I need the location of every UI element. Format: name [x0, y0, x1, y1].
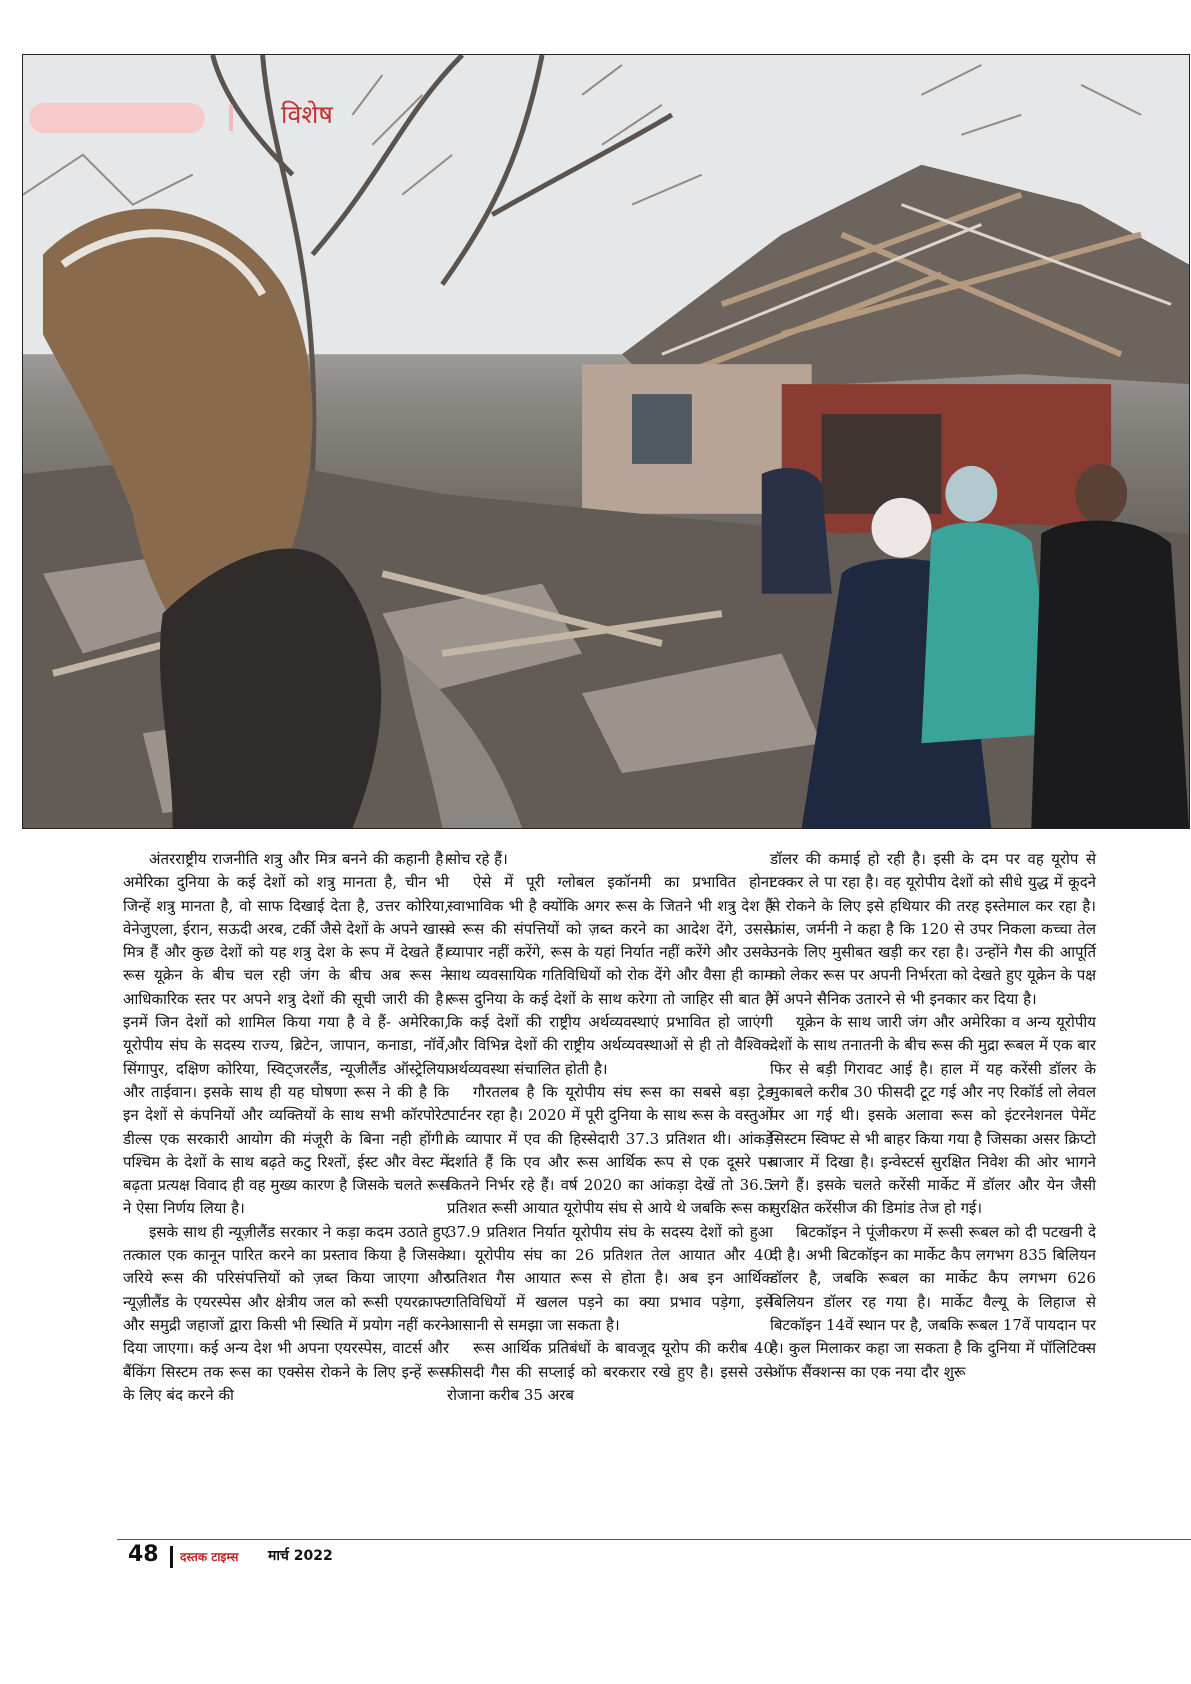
magazine-brand: दस्तक टाइम्स — [180, 1550, 239, 1564]
paragraph: गौरतलब है कि यूरोपीय संघ रूस का सबसे बड़ा ट्रेड पार्टनर रहा है। 2020 में पूरी दुनिया के साथ रूस के वस्तुओं के व्यापार में एव की हिस्सेदारी 37.3 प्रतिशत थी। आंकड़े दर्शाते हैं कि एव और रूस आर्थिक रूप से एक दूसरे पर कितने निर्भर रहे हैं। वर्ष 2020 का आंकड़ा देखें तो 36.5 प्रतिशत रूसी आयात यूरोपीय संघ से आये थे जबकि रूस का 37.9 प्रतिशत निर्यात यूरोपीय संघ के सदस्य देशों को हुआ था। यूरोपीय संघ का 26 प्रतिशत तेल आयात और 40 प्रतिशत गैस आयात रूस से होता है। अब इन आर्थिक गतिविधियों में खलल पड़ने का क्या प्रभाव पड़ेगा, इसे आसानी से समझा जा सकता है। — [447, 1082, 773, 1334]
paragraph: रूस आर्थिक प्रतिबंधों के बावजूद यूरोप की करीब 40 फीसदी गैस की सप्लाई को बरकरार रखे हुए है। इससे उसे रोजाना करीब 35 अरब — [447, 1339, 773, 1404]
section-label: विशेष — [281, 100, 333, 129]
article-column-3 — [770, 848, 1096, 1384]
lead-photo — [22, 54, 1190, 829]
paragraph: इसके साथ ही न्यूज़ीलैंड सरकार ने कड़ा कदम उठाते हुए तत्काल एक कानून पारित करने का प्रस्ताव किया है जिसके जरिये रूस की परिसंपत्तियों को ज़ब्त किया जाएगा और न्यूज़ीलैंड के एयरस्पेस और क्षेत्रीय जल को रूसी एयरक्राफ्ट और समुद्री जहाजों द्वारा किसी भी स्थिति में प्रयोग नहीं करने दिया जाएगा। कई अन्य देश भी अपना एयरस्पेस, वाटर्स और बैंकिंग सिस्टम तक रूस का एक्सेस रोकने के लिए इन्हें रूस के लिए बंद करने की — [123, 1222, 449, 1404]
footer-divider — [170, 1546, 173, 1568]
paragraph: बिटकॉइन ने पूंजीकरण में रूसी रूबल को दी पटखनी दे दी है। अभी बिटकॉइन का मार्केट कैप लगभग 835 बिलियन डॉलर है, जबकि रूबल का मार्केट कैप लगभग 626 बिलियन डॉलर रह गया है। मार्केट वैल्यू के लिहाज से बिटकॉइन 14वें स्थान पर है, जबकि रूबल 17वें पायदान पर है। कुल मिलाकर कहा जा सकता है कि दुनिया में पॉलिटिक्स ऑफ सैंक्शन्स का एक नया दौर शुरू — [770, 1222, 1096, 1381]
paragraph: ऐसे में पूरी ग्लोबल इकॉनमी का प्रभावित होना स्वाभाविक भी है क्योंकि अगर रूस के जितने भी शत्रु देश हैं वे रूस की संपत्तियों को ज़ब्त करने का आदेश देंगे, उससे व्यापार नहीं करेंगे, रूस के यहां निर्यात नहीं करेंगे और उसके साथ व्यवसायिक गतिविधियों को रोक देंगे और वैसा ही काम रूस दुनिया के कई देशों के साथ करेगा तो जाहिर सी बात है कि कई देशों की राष्ट्रीय अर्थव्यवस्थाएं प्रभावित हो जाएंगी और विभिन्न देशों की राष्ट्रीय अर्थव्यवस्थाओं से ही तो वैश्विक अर्थव्यवस्था संचालित होती है। — [447, 873, 773, 1078]
paragraph: डॉलर की कमाई हो रही है। इसी के दम पर वह यूरोप से टक्कर ले पा रहा है। वह यूरोपीय देशों को सीधे युद्ध में कूदने से रोकने के लिए इसे हथियार की तरह इस्तेमाल कर रहा है। फ्रांस, जर्मनी ने कहा है कि 120 से उपर निकला कच्चा तेल उनके लिए मुसीबत खड़ी कर रहा है। उन्होंने गैस की आपूर्ति को लेकर रूस पर अपनी निर्भरता को देखते हुए यूक्रेन के पक्ष में अपने सैनिक उतारने से भी इनकार कर दिया है। — [770, 850, 1096, 1008]
paragraph: यूक्रेन के साथ जारी जंग और अमेरिका व अन्य यूरोपीय देशों के साथ तनातनी के बीच रूस की मुद्रा रूबल में एक बार फिर से बड़ी गिरावट आई है। हाल में यह करेंसी डॉलर के मुकाबले करीब 30 फीसदी टूट गई और नए रिकॉर्ड लो लेवल पर आ गई थी। इसके अलावा रूस को इंटरनेशनल पेमेंट सिस्टम स्विफ्ट से भी बाहर किया गया है जिसका असर क्रिप्टो बाजार में दिखा है। इन्वेस्टर्स सुरक्षित निवेश की ओर भागने लगे हैं। इसके चलते करेंसी मार्केट में डॉलर और येन जैसी सुरक्षित करेंसीज की डिमांड तेज हो गई। — [770, 1013, 1096, 1218]
footer-rule — [117, 1539, 1191, 1540]
section-pill — [29, 103, 205, 133]
section-divider — [229, 105, 233, 131]
article-column-1 — [123, 848, 449, 1407]
article-column-2 — [447, 848, 773, 1407]
paragraph: अंतरराष्ट्रीय राजनीति शत्रु और मित्र बनने की कहानी है। अमेरिका दुनिया के कई देशों को शत्रु मानता है, चीन भी जिन्हें शत्रु मानता है, वो साफ दिखाई देता है, उत्तर कोरिया, वेनेजुएला, ईरान, सऊदी अरब, टर्की जैसे देशों के अपने खास मित्र हैं और कुछ देशों को यह शत्रु देश के रूप में देखते हैं। रूस यूक्रेन के बीच चल रही जंग के बीच अब रूस ने आधिकारिक स्तर पर अपने शत्रु देशों की सूची जारी की है। इनमें जिन देशों को शामिल किया गया है वे हैं- अमेरिका, यूरोपीय संघ के सदस्य राज्य, ब्रिटेन, जापान, कनाडा, नॉर्वे, सिंगापुर, दक्षिण कोरिया, स्विट्जरलैंड, न्यूजीलैंड ऑस्ट्रेलिया और ताईवान। इसके साथ ही यह घोषणा रूस ने की है कि इन देशों से कंपनियों और व्यक्तियों के साथ सभी कॉरपोरेट डील्स एक सरकारी आयोग की मंजूरी के बिना नही होंगी। पश्चिम के देशों के साथ बढ़ते कटु रिश्तों, ईस्ट और वेस्ट में बढ़ता प्रत्यक्ष विवाद ही वह मुख्य कारण है जिसके चलते रूस ने ऐसा निर्णय लिया है। — [123, 850, 449, 1218]
issue-date: मार्च 2022 — [268, 1548, 333, 1564]
paragraph: सोच रहे हैं। — [447, 850, 508, 868]
war-rubble-photo-icon — [23, 55, 1189, 828]
page-number: 48 — [128, 1542, 159, 1567]
